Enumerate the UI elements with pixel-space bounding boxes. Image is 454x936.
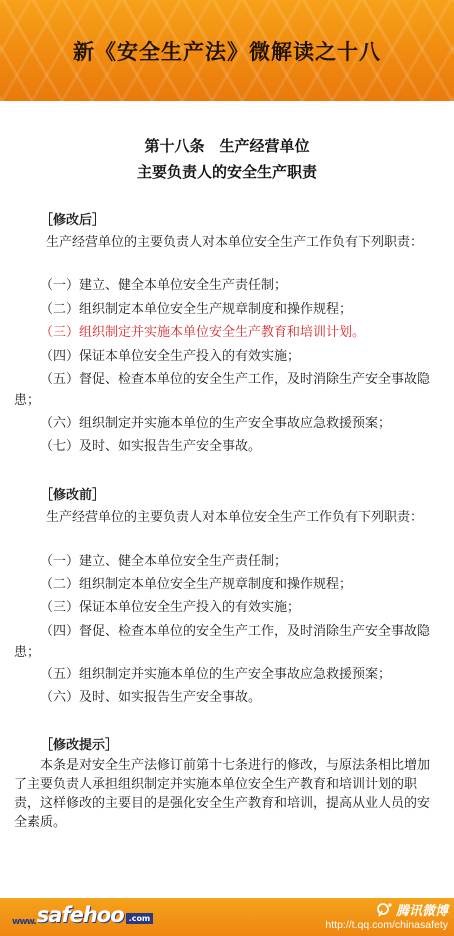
- weibo-label: 腾讯微博: [395, 904, 448, 919]
- before-intro: 生产经营单位的主要负责人对本单位安全生产工作负有下列职责：: [46, 510, 424, 525]
- section-label-after: ［修改后］: [40, 213, 106, 228]
- tip-text: 本条是对安全生产法修订前第十七条进行的修改，与原法条相比增加了主要负责人承担组织制定并实施本单位安全生产教育和培训计划的职责，这样修改的主要目的是强化安全生产教育和培训，提高从业人员的安全素质。: [14, 758, 431, 830]
- after-item-3-highlight: （三）组织制定并实施本单位安全生产教育和培训计划。: [40, 325, 366, 340]
- after-item-2: （二）组织制定本单位安全生产规章制度和操作规程；: [40, 302, 353, 317]
- after-item-4: （四）保证本单位安全生产投入的有效实施；: [40, 349, 301, 364]
- after-item-6: （六）组织制定并实施本单位的生产安全事故应急救援预案；: [40, 416, 392, 431]
- weibo-url-link[interactable]: http://t.qq.com/chinasafety: [325, 919, 448, 931]
- section-label-tip: ［修改提示］: [40, 738, 119, 753]
- article-heading-line2: 主要负责人的安全生产职责: [136, 163, 317, 181]
- section-label-before: ［修改前］: [40, 488, 106, 503]
- safehoo-logo[interactable]: [12, 905, 153, 927]
- before-item-2: （二）组织制定本单位安全生产规章制度和操作规程；: [40, 577, 353, 592]
- tencent-weibo-badge[interactable]: [344, 900, 448, 919]
- logo-prefix: www.: [12, 917, 36, 927]
- before-item-5: （五）组织制定并实施本单位的生产安全事故应急救援预案；: [40, 667, 392, 682]
- before-item-3: （三）保证本单位安全生产投入的有效实施；: [40, 600, 301, 615]
- article-heading-line1: 第十八条 生产经营单位: [144, 137, 310, 155]
- after-intro: 生产经营单位的主要负责人对本单位安全生产工作负有下列职责：: [46, 235, 424, 250]
- logo-tld: .com: [126, 913, 154, 924]
- logo-brand: safehoo: [36, 903, 124, 927]
- after-item-5: （五）督促、检查本单位的安全生产工作，及时消除生产安全事故隐患；: [14, 372, 431, 408]
- after-item-7: （七）及时、如实报告生产安全事故。: [40, 439, 262, 454]
- header-banner: [0, 0, 454, 101]
- banner-title: 新《安全生产法》微解读之十八: [73, 39, 381, 64]
- before-item-1: （一）建立、健全本单位安全生产责任制；: [40, 554, 288, 569]
- tencent-weibo-icon: [375, 902, 393, 917]
- after-item-1: （一）建立、健全本单位安全生产责任制；: [40, 278, 288, 293]
- before-item-4: （四）督促、检查本单位的安全生产工作，及时消除生产安全事故隐患；: [14, 624, 431, 660]
- before-item-6: （六）及时、如实报告生产安全事故。: [40, 690, 262, 705]
